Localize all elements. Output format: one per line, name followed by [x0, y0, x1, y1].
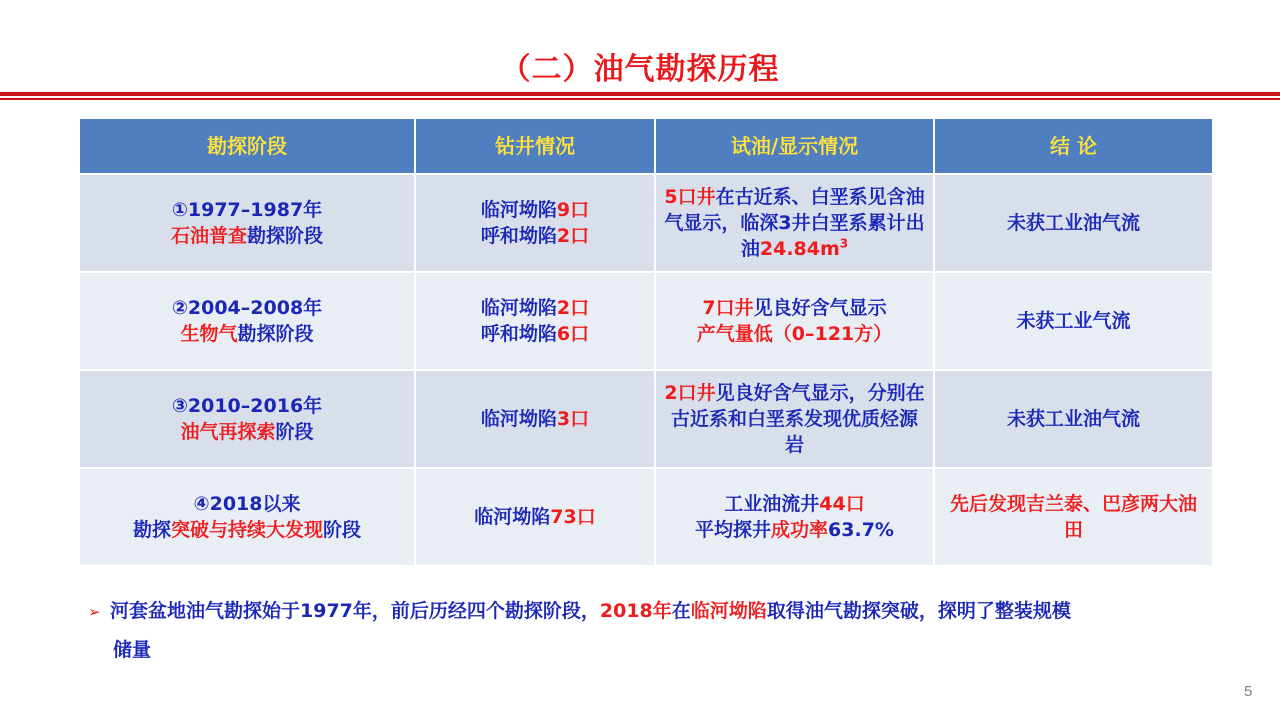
- slide-title: （二）油气勘探历程: [500, 52, 780, 87]
- test-cell: [655, 272, 934, 370]
- drill-area: 临河坳陷: [480, 297, 557, 319]
- title-rule-thick: [0, 92, 1280, 96]
- exploration-history-table: [78, 117, 1214, 567]
- stage-cell: [79, 174, 415, 272]
- stage-highlight: 油气再探索: [180, 421, 276, 443]
- test-text: 见良好含气显示: [753, 297, 887, 319]
- stage-highlight: 石油普查: [170, 225, 247, 247]
- drill-count: 2口: [556, 297, 590, 319]
- stage-period: ④2018以来: [193, 493, 301, 515]
- test-output: 产气量低（0–121方）: [696, 323, 893, 345]
- header-stage: 勘探阶段: [79, 118, 415, 174]
- test-success-rate: 63.7%: [828, 519, 894, 541]
- stage-suffix: 勘探阶段: [247, 225, 324, 247]
- summary-year: 2018年: [599, 600, 672, 622]
- stage-period: ①1977–1987年: [171, 199, 323, 221]
- test-cell: [655, 174, 934, 272]
- stage-suffix: 阶段: [275, 421, 314, 443]
- drill-area: 呼和坳陷: [480, 225, 557, 247]
- drill-count: 3口: [556, 408, 590, 430]
- test-success-label: 成功率: [771, 519, 829, 541]
- summary-area: 临河坳陷: [690, 600, 767, 622]
- stage-highlight: 生物气: [180, 323, 238, 345]
- header-test: 试油/显示情况: [655, 118, 934, 174]
- test-wells: 7口井: [702, 297, 754, 319]
- summary-text: 在: [671, 600, 691, 622]
- drill-area: 临河坳陷: [474, 506, 551, 528]
- test-cell: [655, 370, 934, 468]
- conclusion-cell: 先后发现吉兰泰、巴彦两大油田: [934, 468, 1213, 566]
- drill-area: 临河坳陷: [480, 408, 557, 430]
- drilling-cell: [415, 468, 655, 566]
- summary-bullet: [88, 592, 1198, 669]
- stage-highlight: 突破与持续大发现: [170, 519, 323, 541]
- drilling-cell: [415, 174, 655, 272]
- table-row: [79, 370, 1213, 468]
- summary-text-line2: 储量: [113, 639, 152, 661]
- test-text: 在古近系、白垩系见含油气显示，临深3井白垩系累计出油: [664, 186, 925, 260]
- stage-prefix: 勘探: [132, 519, 171, 541]
- drill-count: 9口: [556, 199, 590, 221]
- test-wells: 5口井: [664, 186, 716, 208]
- conclusion-cell: 未获工业油气流: [934, 174, 1213, 272]
- conclusion-cell: 未获工业油气流: [934, 370, 1213, 468]
- stage-cell: [79, 468, 415, 566]
- drilling-cell: [415, 370, 655, 468]
- header-conclusion: 结 论: [934, 118, 1213, 174]
- drill-count: 6口: [556, 323, 590, 345]
- stage-period: ②2004–2008年: [171, 297, 323, 319]
- stage-suffix: 勘探阶段: [237, 323, 314, 345]
- summary-text: 河套盆地油气勘探始于1977年，前后历经四个勘探阶段，: [110, 600, 600, 622]
- stage-suffix: 阶段: [323, 519, 362, 541]
- table-header-row: [79, 118, 1213, 174]
- stage-cell: [79, 370, 415, 468]
- conclusion-cell: 未获工业气流: [934, 272, 1213, 370]
- test-text: 工业油流井: [724, 493, 820, 515]
- header-drilling: 钻井情况: [415, 118, 655, 174]
- drill-area: 临河坳陷: [480, 199, 557, 221]
- table-row: [79, 174, 1213, 272]
- test-text: 见良好含气显示，分别在古近系和白垩系发现优质烃源岩: [670, 382, 925, 456]
- test-volume-unit-exp: 3: [839, 236, 849, 251]
- drill-area: 呼和坳陷: [480, 323, 557, 345]
- drill-count: 73口: [550, 506, 596, 528]
- arrow-bullet-icon: ➢: [88, 603, 101, 621]
- test-cell: [655, 468, 934, 566]
- drill-count: 2口: [556, 225, 590, 247]
- test-volume: 24.84m: [759, 238, 840, 260]
- page-number: 5: [1244, 683, 1253, 700]
- test-text: 平均探井: [695, 519, 772, 541]
- summary-text: 取得油气勘探突破，探明了整装规模: [766, 600, 1071, 622]
- test-wells: 44口: [819, 493, 865, 515]
- test-wells: 2口井: [664, 382, 716, 404]
- drilling-cell: [415, 272, 655, 370]
- title-rule-thin: [0, 98, 1280, 100]
- stage-period: ③2010–2016年: [171, 395, 323, 417]
- table-row: [79, 272, 1213, 370]
- stage-cell: [79, 272, 415, 370]
- table-row: [79, 468, 1213, 566]
